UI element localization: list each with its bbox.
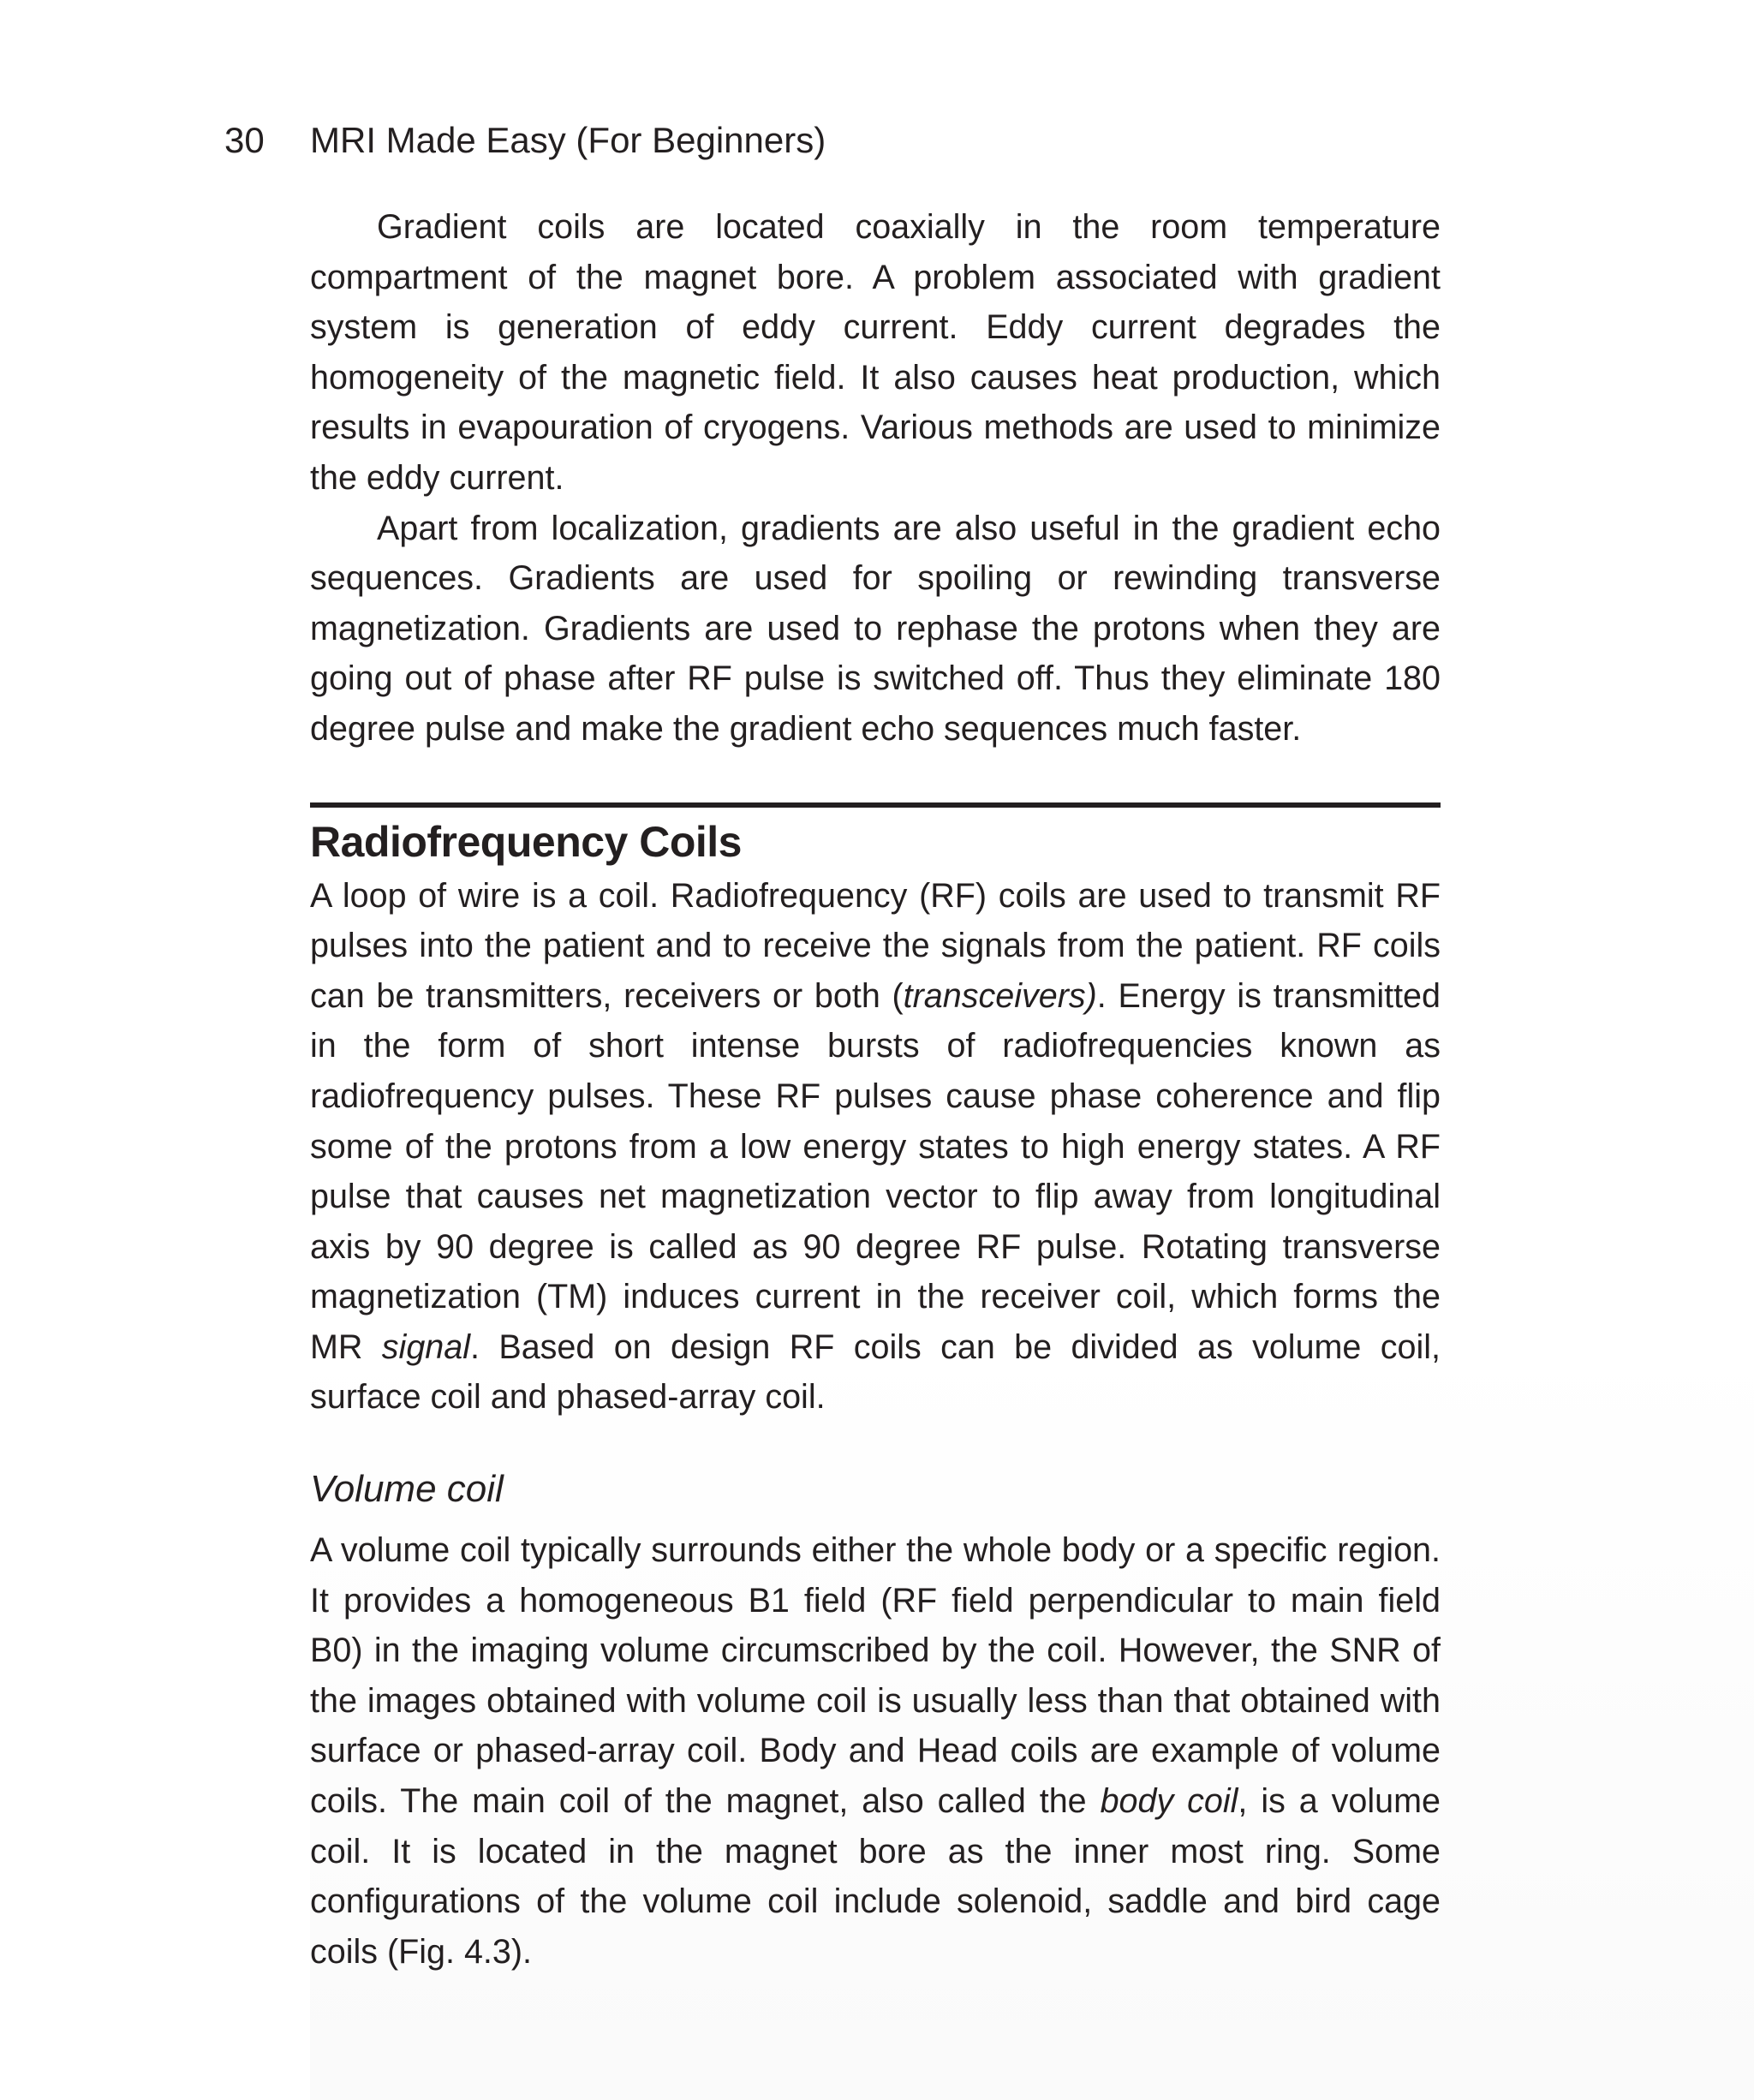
paragraph-gradient-coils: Gradient coils are located coaxially in the room temperature compartment of the magnet bore. A problem associated with gradient system is generation of eddy current. Eddy current degrades the homogeneity of the magnetic field. It also causes heat production, which results in evapouration of cryogens. Various methods are used to minimize the eddy current. — [310, 208, 1441, 497]
paragraph-volume-coil — [310, 1525, 1441, 1977]
page-body — [310, 202, 1441, 1977]
rf-text-emphasis-transceivers: transceivers) — [903, 976, 1097, 1015]
book-title: MRI Made Easy (For Beginners) — [310, 120, 826, 160]
volume-text-part-2: , is a volume coil. It is located in the magnet bore as the inner most ring. Some configurations of the volume coil include solenoid, saddle and bird cage coils (Fig. 4.3). — [310, 1782, 1441, 1971]
volume-text-emphasis-body-coil: body coil — [1100, 1782, 1238, 1821]
section-heading-rf-coils: Radiofrequency Coils — [310, 817, 742, 866]
rf-text-part-1: A loop of wire is a coil. Radiofrequency (RF) coils are used to transmit RF pulses into the patient and to receive the signals from the patient. RF coils can be transmitters, receivers or both ( — [310, 876, 1441, 1015]
page-number: 30 — [224, 120, 265, 160]
subsection-heading-volume-coil: Volume coil — [310, 1468, 504, 1511]
rf-text-emphasis-signal: signal — [381, 1327, 471, 1366]
rf-text-part-2: . Energy is transmitted in the form of short intense bursts of radiofrequencies known as radiofrequency pulses. These RF pulses cause phase coherence and flip some of the protons from a low energy states to high energy states. A RF pulse that causes net magnetization vector to flip away from longitudinal axis by 90 degree is called as 90 degree RF pulse. Rotating transverse magnetization (TM) induces current in the receiver coil, which forms the MR — [310, 976, 1441, 1366]
section-divider — [310, 802, 1441, 808]
running-head — [224, 116, 826, 164]
volume-text-part-1: A volume coil typically surrounds either the whole body or a specific region. It provides a homogeneous B1 field (RF field perpendicular to main field B0) in the imaging volume circumscribed by the coil. However, the SNR of the images obtained with volume coil is usually less than that obtained with surface or phased-array coil. Body and Head coils are example of volume coils. The main coil of the magnet, also called the — [310, 1531, 1441, 1821]
paragraph-gradient-uses: Apart from localization, gradients are also useful in the gradient echo sequences. Gradients are used for spoiling or rewinding transverse magnetization. Gradients are used to rephase the protons when they are going out of phase after RF pulse is switched off. Thus they eliminate 180 degree pulse and make the gradient echo sequences much faster. — [310, 509, 1441, 748]
rf-text-part-3: . Based on design RF coils can be divided as volume coil, surface coil and phased-array coil. — [310, 1327, 1441, 1417]
paragraph-rf-coils — [310, 871, 1441, 1423]
